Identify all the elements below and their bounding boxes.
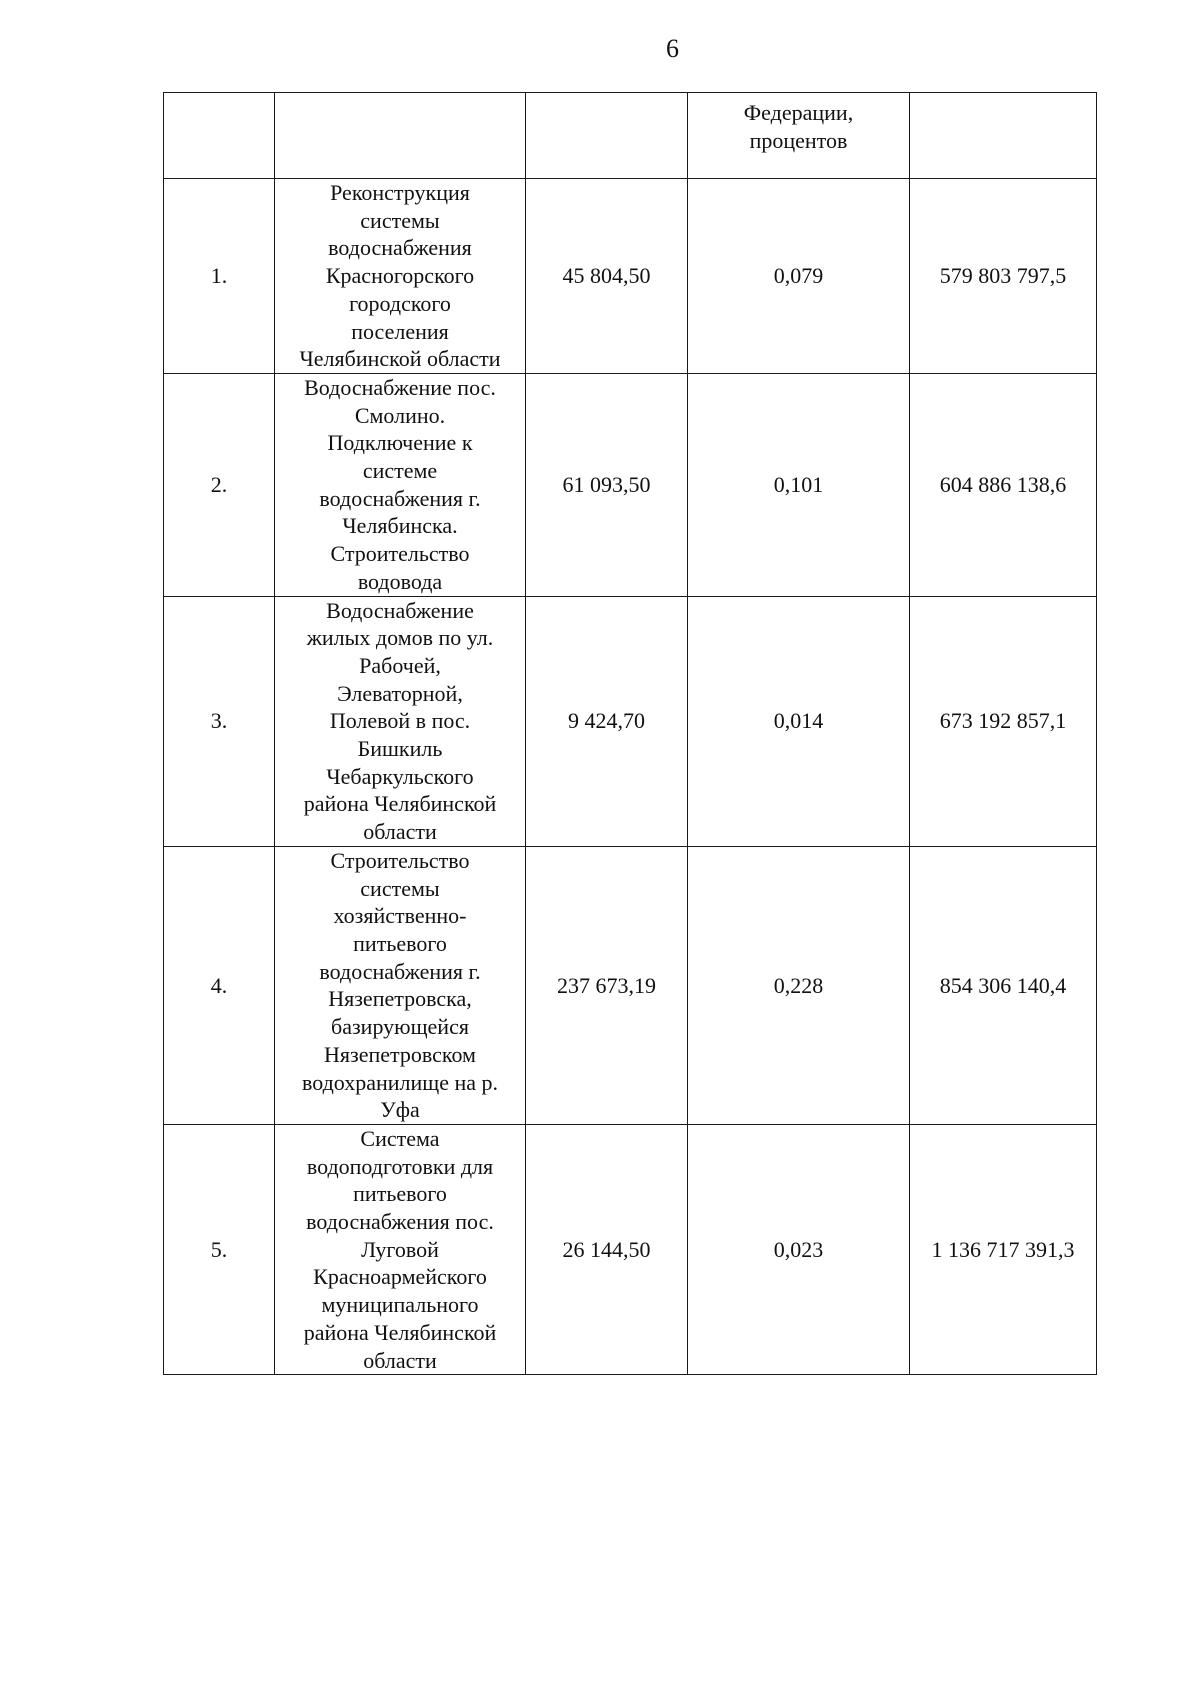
table-row <box>164 846 1097 1124</box>
row-name-cell <box>275 373 526 596</box>
row-name-line: Уфа <box>380 1097 420 1123</box>
row-name-line: системы <box>360 875 440 901</box>
row-name-line: Элеваторной, <box>337 680 463 706</box>
row-value-cell: 237 673,19 <box>526 846 688 1124</box>
row-amount-cell: 1 136 717 391,3 <box>910 1124 1097 1374</box>
row-name-line: муниципального <box>321 1292 479 1318</box>
row-value-cell: 61 093,50 <box>526 373 688 596</box>
row-amount-cell: 854 306 140,4 <box>910 846 1097 1124</box>
row-name-cell <box>275 1124 526 1374</box>
row-name-line: Реконструкция <box>330 180 470 205</box>
row-number-cell: 5. <box>164 1124 275 1374</box>
row-number-cell: 4. <box>164 846 275 1124</box>
table-row <box>164 179 1097 374</box>
row-name-line: водоснабжения <box>328 235 472 261</box>
row-name-line: Водоснабжение пос. <box>304 374 496 400</box>
row-name-line: Бишкиль <box>357 736 443 762</box>
row-name-line: Луговой <box>361 1236 439 1262</box>
row-name-line: системе <box>362 458 438 484</box>
row-name-line: водоподготовки для <box>306 1153 494 1179</box>
row-name-line: Полевой в пос. <box>329 708 471 734</box>
header-cell-percent <box>688 93 910 179</box>
row-name-line: района Челябинской <box>303 1319 497 1345</box>
row-name-line: водохранилище на р. <box>301 1069 499 1095</box>
page-number: 6 <box>666 34 679 63</box>
row-value-cell: 45 804,50 <box>526 179 688 374</box>
row-name-line: Красноармейского <box>313 1264 487 1290</box>
row-percent-cell: 0,228 <box>688 846 910 1124</box>
row-name-line: Челябинской области <box>299 346 501 372</box>
row-name-line: Строительство <box>330 541 470 567</box>
row-name-line: района Челябинской <box>303 791 497 817</box>
row-name-line: Строительство <box>330 847 470 873</box>
row-name-line: системы <box>360 207 440 233</box>
data-table <box>163 92 1097 1375</box>
row-amount-cell: 673 192 857,1 <box>910 596 1097 846</box>
row-name-line: питьевого <box>353 930 447 956</box>
row-name-line: городского <box>349 290 451 316</box>
row-percent-cell: 0,014 <box>688 596 910 846</box>
row-name-line: жилых домов по ул. <box>306 625 494 651</box>
header-cell-value <box>526 93 688 179</box>
row-name-cell <box>275 179 526 374</box>
row-name-line: Нязепетровска, <box>328 986 472 1012</box>
row-name-line: Система <box>360 1125 440 1151</box>
row-number-cell: 3. <box>164 596 275 846</box>
row-name-line: Смолино. <box>354 402 446 428</box>
row-name-line: питьевого <box>353 1181 447 1207</box>
row-name-line: базирующейся <box>331 1014 469 1040</box>
header-percent-line-2: процентов <box>749 127 848 153</box>
row-name-line: Нязепетровском <box>324 1041 476 1067</box>
header-percent-line-1: Федерации, <box>743 100 854 125</box>
table-header-row <box>164 93 1097 179</box>
row-name-line: водоснабжения пос. <box>306 1209 494 1235</box>
row-percent-cell: 0,101 <box>688 373 910 596</box>
row-name-cell <box>275 596 526 846</box>
table-row <box>164 596 1097 846</box>
row-name-line: области <box>363 1347 437 1373</box>
row-number-cell: 1. <box>164 179 275 374</box>
row-name-cell <box>275 846 526 1124</box>
row-percent-cell: 0,079 <box>688 179 910 374</box>
table-row <box>164 373 1097 596</box>
row-name-line: Подключение к <box>327 430 473 456</box>
row-name-line: области <box>363 819 437 845</box>
row-name-line: хозяйственно- <box>333 903 467 929</box>
table-row <box>164 1124 1097 1374</box>
row-name-line: водоснабжения г. <box>319 485 481 511</box>
row-name-line: поселения <box>351 318 449 344</box>
row-amount-cell: 604 886 138,6 <box>910 373 1097 596</box>
row-name-line: Красногорского <box>325 263 475 289</box>
row-name-line: водовода <box>357 568 443 594</box>
row-number-cell: 2. <box>164 373 275 596</box>
row-value-cell: 9 424,70 <box>526 596 688 846</box>
row-name-line: Челябинска. <box>342 513 458 539</box>
header-cell-amount <box>910 93 1097 179</box>
header-cell-name <box>275 93 526 179</box>
row-name-line: водоснабжения г. <box>319 958 481 984</box>
row-name-line: Чебаркульского <box>326 763 474 789</box>
row-value-cell: 26 144,50 <box>526 1124 688 1374</box>
header-cell-number <box>164 93 275 179</box>
row-amount-cell: 579 803 797,5 <box>910 179 1097 374</box>
row-name-line: Рабочей, <box>359 652 441 678</box>
row-name-line: Водоснабжение <box>326 597 474 623</box>
row-percent-cell: 0,023 <box>688 1124 910 1374</box>
